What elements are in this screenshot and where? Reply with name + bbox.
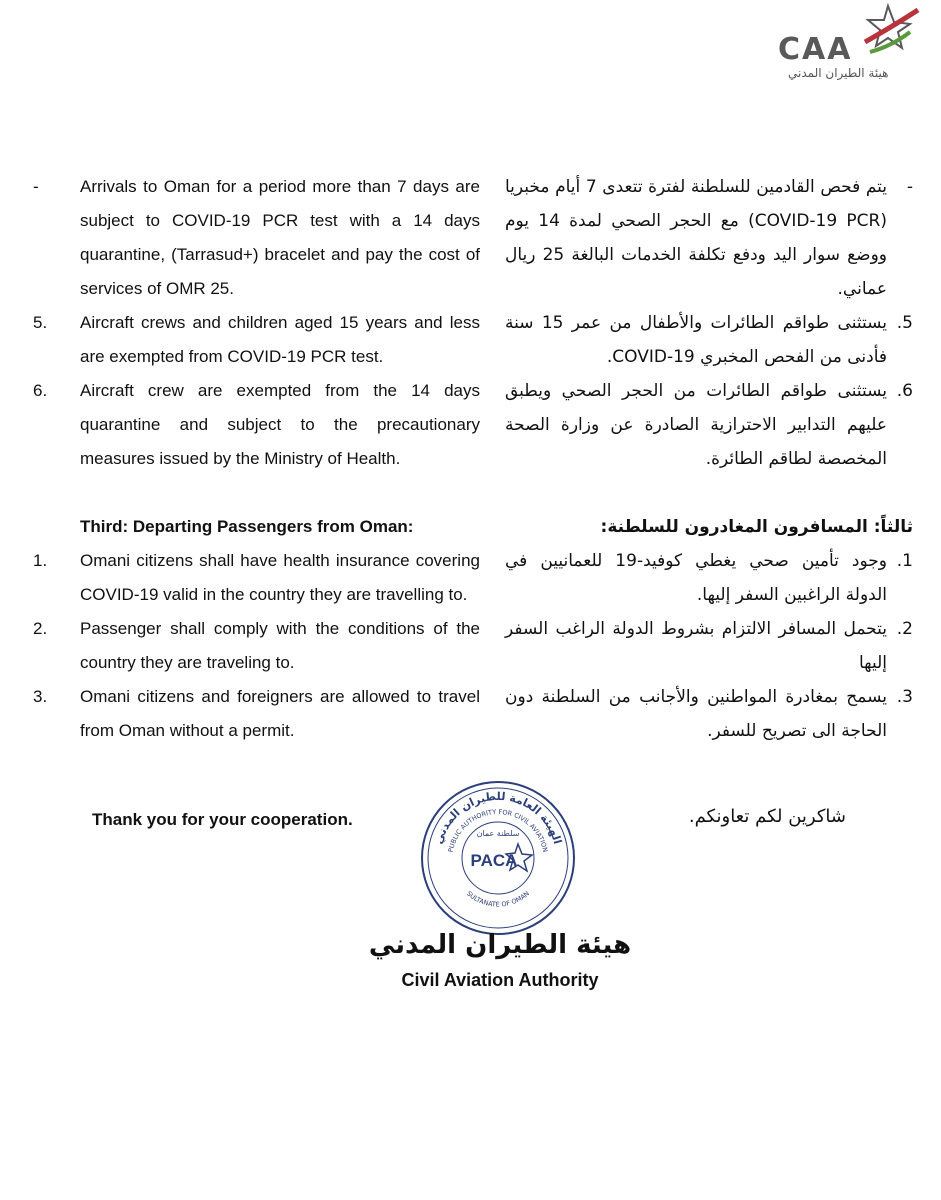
list-item (30, 612, 480, 680)
list-marker: 5. (896, 313, 913, 333)
list-marker: - (906, 177, 913, 197)
list-item (505, 170, 913, 306)
list-marker: 3. (896, 687, 913, 707)
list-marker: 6. (33, 381, 48, 400)
seal-stamp-icon (418, 778, 578, 938)
list-text: Omani citizens shall have health insurance covering COVID-19 valid in the country they are travelling to. (80, 551, 480, 604)
signature-english: Civil Aviation Authority (401, 970, 599, 990)
seal-country-arabic: سلطنة عمان (476, 829, 520, 838)
list-marker: 5. (33, 313, 48, 332)
list-text: يتم فحص القادمين للسلطنة لفترة تتعدى 7 أيام مخبريا (COVID-19 PCR) مع الحجر الصحي لمدة 14 يوم ووضع سوار اليد ودفع تكلفة الخدمات البالغة 25 ريال عماني. (505, 177, 888, 299)
svg-text:SULTANATE OF OMAN (465, 889, 531, 908)
section-heading: ثالثاً: المسافرون المغادرون للسلطنة: (600, 517, 913, 537)
list-text: يستثنى طواقم الطائرات والأطفال من عمر 15 سنة فأدنى من الفحص المخبري COVID-19. (505, 313, 887, 367)
seal-arabic-name: الهيئة العامة للطيران المدني (431, 789, 565, 846)
logo-text: CAA (778, 32, 853, 67)
list-text: Omani citizens and foreigners are allowed to travel from Oman without a permit. (80, 687, 480, 740)
list-marker: 2. (896, 619, 913, 639)
list-text: Passenger shall comply with the conditions of the country they are traveling to. (80, 619, 480, 672)
list-item (30, 680, 480, 748)
list-item (505, 544, 913, 612)
seal-country-english: SULTANATE OF OMAN (465, 889, 531, 909)
signature-arabic: هيئة الطيران المدني (368, 930, 632, 960)
list-item (505, 612, 913, 680)
list-text: Arrivals to Oman for a period more than 7 days are subject to COVID-19 PCR test with a 14 days quarantine, (Tarrasud+) bracelet and pay the cost of services of OMR 25. (80, 177, 480, 298)
logo-arabic-text: هيئة الطيران المدني (788, 66, 889, 80)
seal-english-name: PUBLIC AUTHORITY FOR CIVIL AVIATION (446, 807, 550, 853)
list-text: يسمح بمغادرة المواطنين والأجانب من السلطنة دون الحاجة الى تصريح للسفر. (505, 687, 887, 741)
list-text: Aircraft crews and children aged 15 years and less are exempted from COVID-19 PCR test. (80, 313, 480, 366)
list-marker: 1. (33, 551, 48, 570)
list-item (30, 374, 480, 476)
list-item (505, 680, 913, 748)
thanks-english: Thank you for your cooperation. (92, 810, 353, 829)
caa-logo (770, 2, 920, 86)
official-seal (418, 778, 578, 938)
list-marker: - (33, 177, 39, 196)
list-marker: 1. (896, 551, 913, 571)
list-item (505, 306, 913, 374)
section-heading: Third: Departing Passengers from Oman: (80, 517, 414, 536)
list-text: يتحمل المسافر الالتزام بشروط الدولة الراغب السفر إليها (505, 619, 887, 673)
list-marker: 3. (33, 687, 48, 706)
thanks-arabic: شاكرين لكم تعاونكم. (688, 806, 846, 827)
list-item (30, 544, 480, 612)
list-text: وجود تأمين صحي يغطي كوفيد-19 للعمانيين في الدولة الراغبين السفر إليها. (505, 551, 887, 605)
list-item (30, 306, 480, 374)
seal-abbr: PACA (470, 851, 518, 870)
arabic-column (505, 170, 913, 748)
list-text: يستثنى طواقم الطائرات من الحجر الصحي ويطبق عليهم التدابير الاحترازية الصادرة عن وزارة الصحة المخصصة لطاقم الطائرة. (505, 381, 887, 469)
list-item (30, 170, 480, 306)
list-text: Aircraft crew are exempted from the 14 days quarantine and subject to the precautionary measures issued by the Ministry of Health. (80, 381, 480, 468)
list-item (505, 374, 913, 476)
list-marker: 6. (896, 381, 913, 401)
english-column (30, 170, 480, 748)
list-marker: 2. (33, 619, 48, 638)
